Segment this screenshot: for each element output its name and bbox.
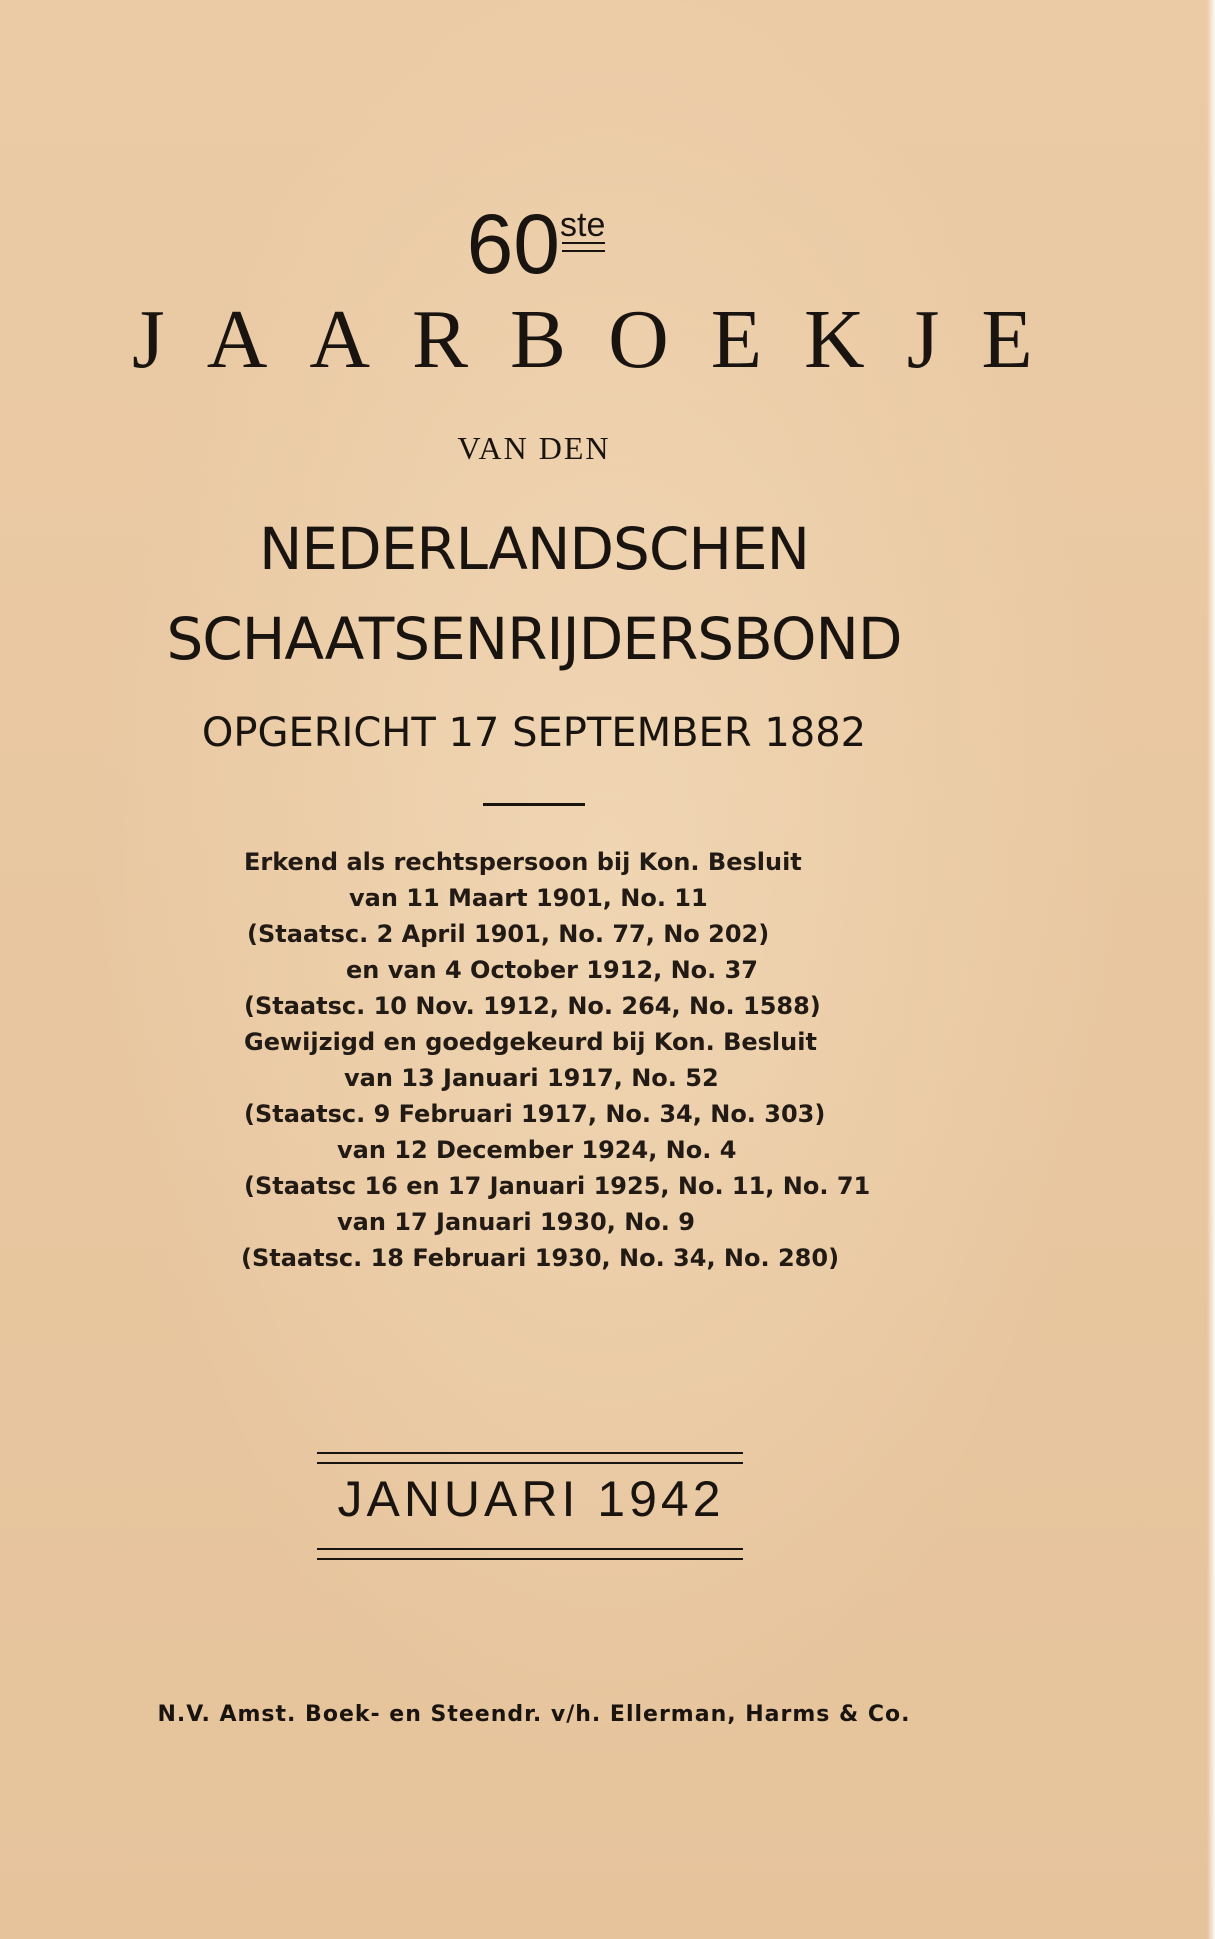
publication-date: JANUARI 1942 [337, 1471, 725, 1527]
founded-date: OPGERICHT 17 SEPTEMBER 1882 [201, 710, 867, 756]
legal-line: (Staatsc. 18 Februari 1930, No. 34, No. 280) [241, 1244, 840, 1272]
legal-line: (Staatsc. 2 April 1901, No. 77, No 202) [247, 920, 770, 948]
legal-line: van 11 Maart 1901, No. 11 [349, 884, 708, 912]
legal-line: Erkend als rechtspersoon bij Kon. Besluit [244, 848, 802, 876]
scan-edge [1207, 0, 1215, 1939]
legal-line: van 12 December 1924, No. 4 [337, 1136, 737, 1164]
legal-line: van 17 Januari 1930, No. 9 [337, 1208, 695, 1236]
subtitle-van-den: VAN DEN [457, 430, 611, 466]
double-rule-top [317, 1452, 743, 1464]
double-rule-bottom [317, 1548, 743, 1560]
legal-line: (Staatsc. 10 Nov. 1912, No. 264, No. 1588) [244, 992, 821, 1020]
divider-rule [483, 803, 585, 806]
edition-suffix: ste [560, 206, 606, 244]
legal-line: (Staatsc. 9 Februari 1917, No. 34, No. 303) [244, 1100, 826, 1128]
legal-line: Gewijzigd en goedgekeurd bij Kon. Besluit [244, 1028, 817, 1056]
legal-line: en van 4 October 1912, No. 37 [346, 956, 759, 984]
legal-line: (Staatsc 16 en 17 Januari 1925, No. 11, No. 71 [244, 1172, 871, 1200]
edition-number-value: 60 [466, 197, 561, 291]
organisation-name-line-1: NEDERLANDSCHEN [259, 515, 809, 583]
organisation-name-line-2: SCHAATSENRIJDERSBOND [166, 605, 902, 673]
legal-line: van 13 Januari 1917, No. 52 [344, 1064, 719, 1092]
printer-imprint: N.V. Amst. Boek- en Steendr. v/h. Ellerman, Harms & Co. [157, 1702, 911, 1727]
edition-number [0, 197, 1072, 291]
book-title: JAARBOEKJE [132, 293, 1075, 386]
